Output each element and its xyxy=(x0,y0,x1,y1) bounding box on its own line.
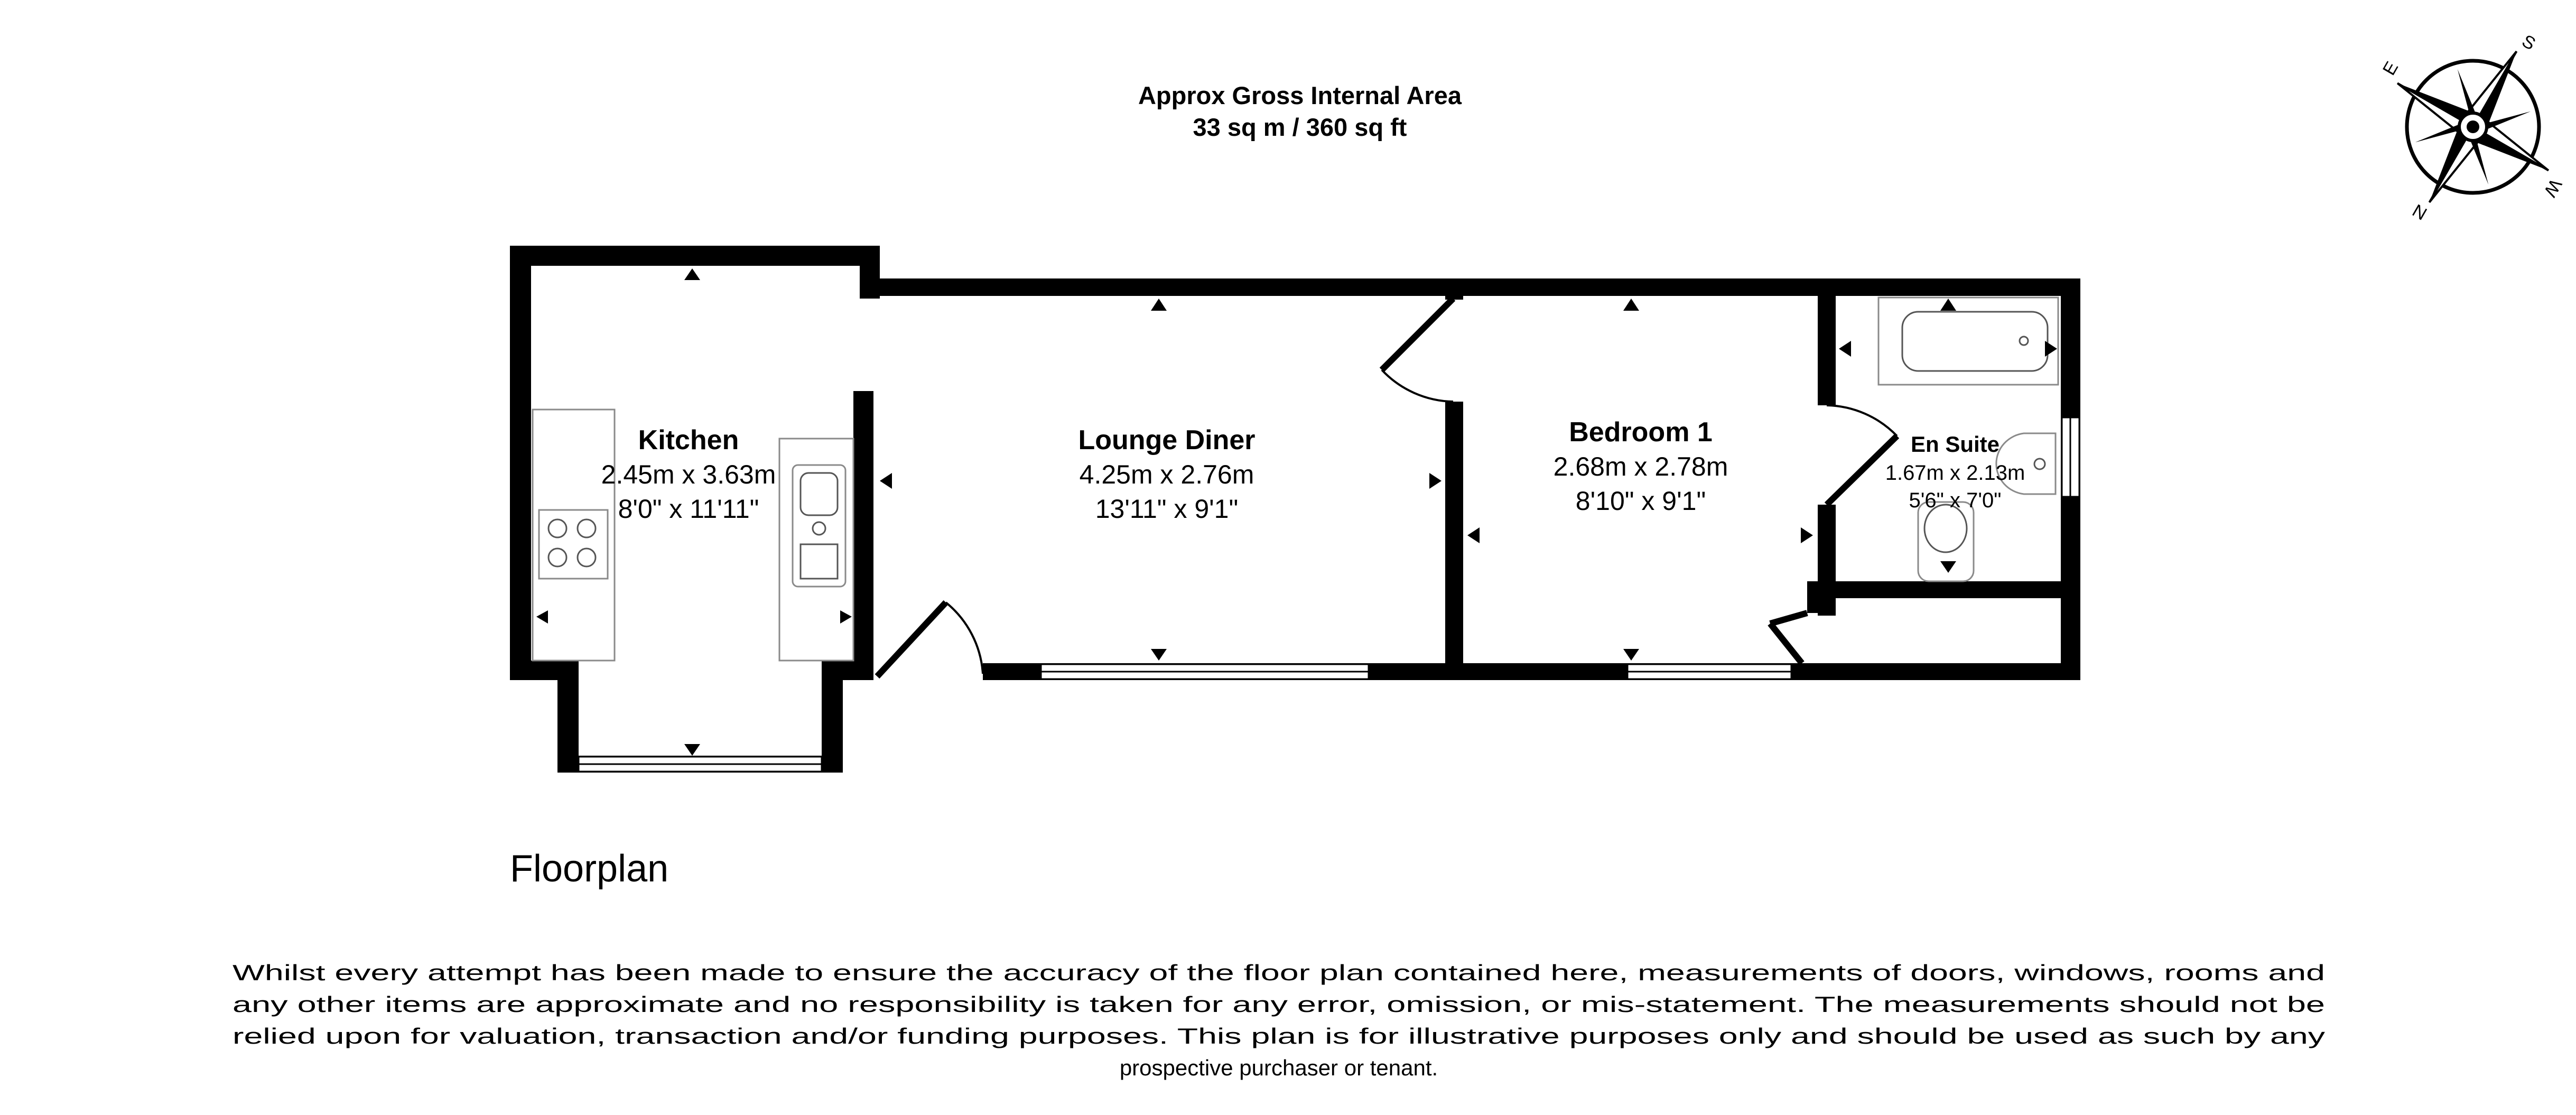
room-lounge-label xyxy=(1078,425,1255,524)
compass-icon xyxy=(2354,8,2576,246)
room-bedroom-label xyxy=(1554,417,1728,516)
disclaimer xyxy=(233,960,2325,1080)
toilet-icon xyxy=(1918,502,1974,581)
bedroom-name: Bedroom 1 xyxy=(1569,417,1713,448)
floor-label: Floorplan xyxy=(510,848,669,890)
ensuite-metric: 1.67m x 2.13m xyxy=(1885,461,2025,485)
compass-label-s: S xyxy=(2518,31,2539,54)
disclaimer-line: any other items are approximate and no responsibility is taken for any error, omission, or mis-statement. The measurements should not be xyxy=(233,992,2325,1017)
area-title: Approx Gross Internal Area xyxy=(1138,81,1462,109)
kitchen-imperial: 8'0" x 11'11" xyxy=(618,494,759,524)
compass-label-e: E xyxy=(2379,58,2403,79)
lounge-metric: 4.25m x 2.76m xyxy=(1079,460,1254,489)
area-value: 33 sq m / 360 sq ft xyxy=(1193,113,1407,141)
lounge-name: Lounge Diner xyxy=(1078,425,1256,456)
room-kitchen-label xyxy=(601,425,776,524)
compass-label-n: N xyxy=(2409,200,2431,224)
disclaimer-line: prospective purchaser or tenant. xyxy=(1119,1055,1438,1080)
disclaimer-line: relied upon for valuation, transaction and/or funding purposes. This plan is for illustrative purposes only and should be used as such by any xyxy=(233,1024,2325,1048)
lounge-imperial: 13'11" x 9'1" xyxy=(1095,494,1239,524)
ensuite-name: En Suite xyxy=(1910,432,2000,457)
compass-label-w: W xyxy=(2540,175,2566,200)
bedroom-metric: 2.68m x 2.78m xyxy=(1553,452,1728,481)
kitchen-metric: 2.45m x 3.63m xyxy=(601,460,776,489)
bedroom-imperial: 8'10" x 9'1" xyxy=(1575,486,1706,516)
disclaimer-line: Whilst every attempt has been made to ensure the accuracy of the floor plan contained here, measurements of doors, windows, rooms and xyxy=(233,960,2325,985)
ensuite-imperial: 5'6" x 7'0" xyxy=(1909,489,2002,512)
doors xyxy=(877,299,1897,676)
kitchen-name: Kitchen xyxy=(638,425,739,456)
hob-icon xyxy=(539,510,608,579)
